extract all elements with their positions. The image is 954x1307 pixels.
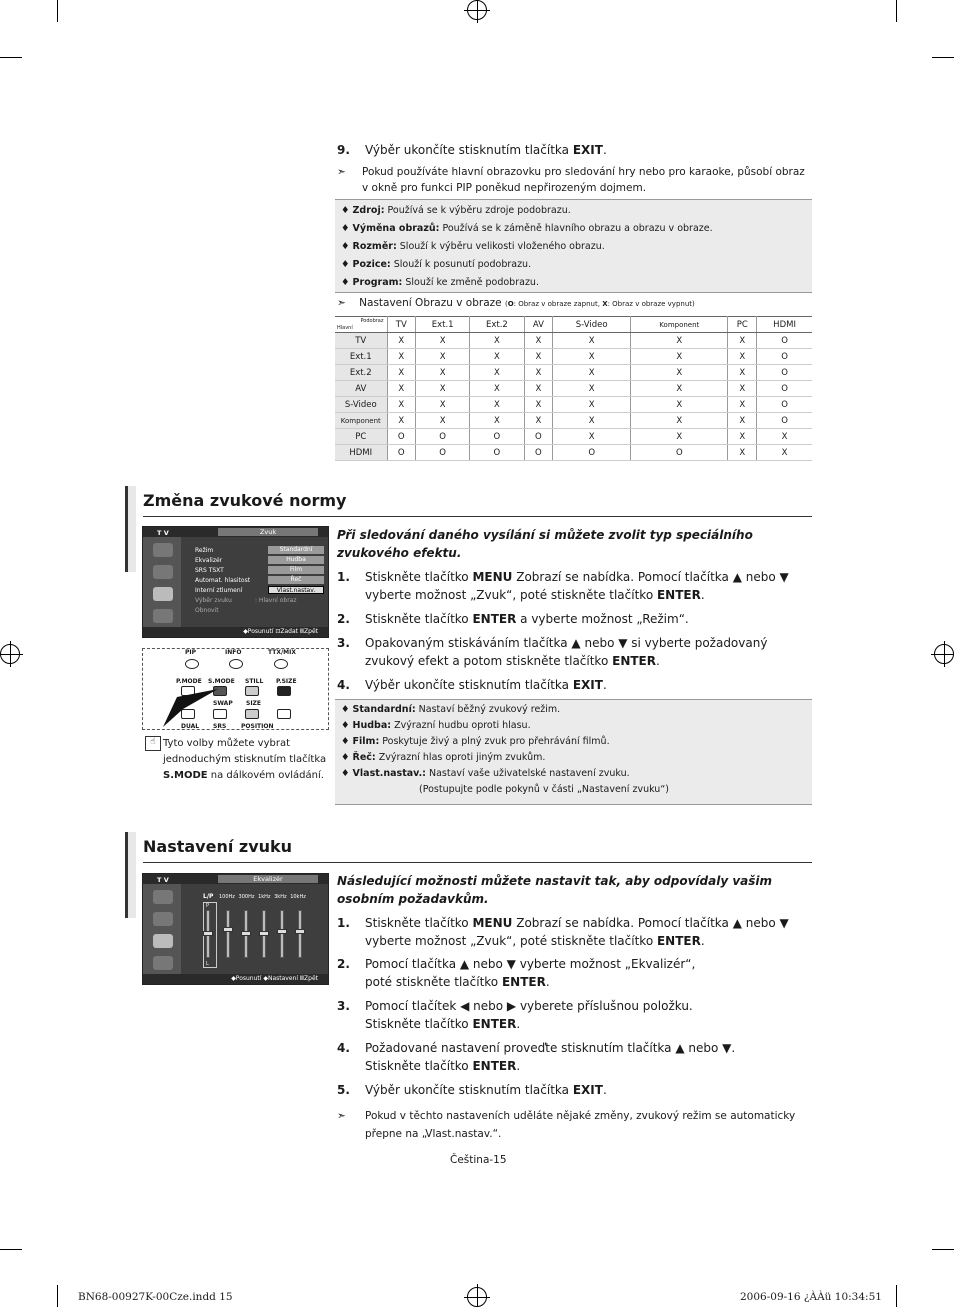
table-cell: X <box>728 349 757 365</box>
crop-mark <box>932 1249 954 1250</box>
table-cell: Ext.1 <box>416 317 470 333</box>
table-cell: X <box>553 397 631 413</box>
note-text: Pokud v těchto nastaveních uděláte nějaké změny, zvukový režim se automaticky přepne na „Vlast.nastav.“. <box>365 1110 796 1140</box>
table-cell: X <box>553 349 631 365</box>
table-cell: X <box>524 381 553 397</box>
table-cell: X <box>387 397 416 413</box>
crop-mark <box>57 1285 58 1307</box>
file-slug: BN68-00927K-00Cze.indd 15 <box>78 1291 233 1303</box>
eq-slider <box>298 910 302 958</box>
channel-icon <box>153 956 173 970</box>
table-cell: O <box>470 445 524 461</box>
table-cell: O <box>757 413 812 429</box>
table-cell: X <box>470 349 524 365</box>
table-row <box>335 445 812 461</box>
section-intro: Při sledování daného vysílání si můžete zvolit typ speciálního zvukového efektu. <box>337 528 753 560</box>
step-text: . <box>602 143 607 157</box>
s2-step-4: 4. Požadované nastavení proveďte stisknutím tlačítka ▲ nebo ▼. Stiskněte tlačítko ENTER. <box>337 1041 736 1073</box>
osd-footer: ◆Posunutí ⊡Zadat ⅢZpět <box>143 627 328 637</box>
sound-modes-box <box>335 699 812 805</box>
table-cell: O <box>416 429 470 445</box>
registration-mark-icon <box>467 0 487 20</box>
table-row <box>335 381 812 397</box>
registration-mark-icon <box>0 644 20 664</box>
crop-mark <box>57 0 58 22</box>
table-cell: X <box>631 365 728 381</box>
pip-item: ♦ Výměna obrazů: Používá se k záměně hlavního obrazu a obrazu v obraze. <box>341 223 713 234</box>
sound-icon <box>153 587 173 601</box>
table-cell: O <box>757 397 812 413</box>
table-cell: O <box>470 429 524 445</box>
mode-item: ♦ Řeč: Zvýrazní hlas oproti jiným zvukům. <box>341 752 546 763</box>
eq-slider <box>244 910 248 958</box>
section-intro: Následující možnosti můžete nastavit tak, aby odpovídaly vašim osobním požadavkům. <box>337 874 772 906</box>
table-cell: Ext.2 <box>470 317 524 333</box>
table-row <box>335 397 812 413</box>
table-corner: Podobraz Hlavní <box>335 317 387 333</box>
remote-button <box>277 709 291 719</box>
mode-item: ♦ Standardní: Nastaví běžný zvukový režim. <box>341 704 561 715</box>
table-cell: O <box>524 445 553 461</box>
table-cell: X <box>387 413 416 429</box>
mode-tail: (Postupujte podle pokynů v části „Nastavení zvuku“) <box>419 784 669 795</box>
remote-button <box>245 709 259 719</box>
table-row <box>335 333 812 349</box>
osd-footer: ◆Posunutí ◆Nastavení ⅢZpět <box>143 974 328 984</box>
table-cell: X <box>470 381 524 397</box>
s1-step-1: 1. Stiskněte tlačítko MENU Zobrazí se nabídka. Pomocí tlačítka ▲ nebo ▼ vyberte možnost „Zvuk“, poté stiskněte tlačítko ENTER. <box>337 570 789 602</box>
osd-sidebar <box>143 537 181 627</box>
channel-icon <box>153 609 173 623</box>
section-rule <box>143 862 812 863</box>
table-cell: X <box>524 333 553 349</box>
eq-slider <box>280 910 284 958</box>
remote-button <box>229 659 243 669</box>
remote-button <box>245 686 259 696</box>
eq-freq-labels: 100Hz 300Hz 1kHz 3kHz 10kHz <box>219 894 306 900</box>
table-cell: X <box>524 349 553 365</box>
remote-button <box>277 686 291 696</box>
s2-step-2: 2. Pomocí tlačítka ▲ nebo ▼ vyberte možnost „Ekvalizér“, poté stiskněte tlačítko ENTER. <box>337 957 696 989</box>
s1-step-4: 4. Výběr ukončíte stisknutím tlačítka EXIT. <box>337 678 607 692</box>
table-cell: O <box>387 429 416 445</box>
table-cell: X <box>631 381 728 397</box>
eq-slider <box>262 910 266 958</box>
mode-item: ♦ Vlast.nastav.: Nastaví vaše uživatelské nastavení zvuku. <box>341 768 630 779</box>
step-number: 9. <box>337 143 350 157</box>
key-name: EXIT <box>572 143 603 157</box>
table-cell: Ext.1 <box>335 349 387 365</box>
table-cell: X <box>728 429 757 445</box>
registration-mark-icon <box>934 644 954 664</box>
note-arrow-icon: ➣ <box>337 297 346 309</box>
pip-item: ♦ Pozice: Slouží k posunutí podobrazu. <box>341 259 532 270</box>
table-cell: X <box>387 349 416 365</box>
table-cell: O <box>553 445 631 461</box>
note <box>337 1107 807 1143</box>
pip-item: ♦ Zdroj: Používá se k výběru zdroje podobrazu. <box>341 205 571 216</box>
osd-sidebar <box>143 884 181 974</box>
table-cell: X <box>728 333 757 349</box>
pip-item: ♦ Program: Slouží ke změně podobrazu. <box>341 277 539 288</box>
table-cell: TV <box>387 317 416 333</box>
table-cell: X <box>631 413 728 429</box>
table-cell: X <box>553 413 631 429</box>
balance-slider: P L <box>203 902 217 968</box>
s1-step-2: 2. Stiskněte tlačítko ENTER a vyberte možnost „Režim“. <box>337 612 689 626</box>
table-cell: X <box>470 333 524 349</box>
crop-mark <box>896 0 897 22</box>
table-caption: ➣ Nastavení Obrazu v obraze (O: Obraz v obraze zapnut, X: Obraz v obraze vypnut) <box>337 297 695 309</box>
table-cell: O <box>387 445 416 461</box>
s2-step-1: 1. Stiskněte tlačítko MENU Zobrazí se nabídka. Pomocí tlačítka ▲ nebo ▼ vyberte možnost „Zvuk“, poté stiskněte tlačítko ENTER. <box>337 916 789 948</box>
table-cell: X <box>728 413 757 429</box>
sound-icon <box>153 934 173 948</box>
table-cell: X <box>416 413 470 429</box>
pointing-hand-icon <box>163 687 223 727</box>
table-cell: O <box>757 381 812 397</box>
table-row <box>335 429 812 445</box>
pip-options-box <box>335 199 812 293</box>
mode-item: ♦ Film: Poskytuje živý a plný zvuk pro přehrávání filmů. <box>341 736 610 747</box>
table-row <box>335 349 812 365</box>
table-cell: Komponent <box>631 317 728 333</box>
table-cell: PC <box>728 317 757 333</box>
table-cell: S-Video <box>335 397 387 413</box>
table-cell: X <box>387 381 416 397</box>
table-cell: X <box>728 381 757 397</box>
table-cell: X <box>553 429 631 445</box>
registration-mark-icon <box>467 1287 487 1307</box>
eq-slider <box>206 910 210 958</box>
table-cell: X <box>416 365 470 381</box>
crop-mark <box>932 57 954 58</box>
tv-icon <box>153 543 173 557</box>
note-arrow-icon: ➣ <box>337 166 346 178</box>
table-cell: X <box>470 397 524 413</box>
table-cell: X <box>757 445 812 461</box>
table-cell: S-Video <box>553 317 631 333</box>
page-number: Čeština-15 <box>450 1154 507 1166</box>
table-cell: PC <box>335 429 387 445</box>
remote-button <box>185 659 199 669</box>
table-cell: O <box>631 445 728 461</box>
table-cell: X <box>470 413 524 429</box>
table-cell: O <box>757 333 812 349</box>
remote-tip: Tyto volby můžete vybrat jednoduchým stisknutím tlačítka S.MODE na dálkovém ovládání. <box>163 738 327 781</box>
section-bar <box>125 832 136 918</box>
table-cell: HDMI <box>757 317 812 333</box>
table-cell: O <box>524 429 553 445</box>
hand-tip-icon: ☝ <box>145 736 161 751</box>
remote-control-illustration: PIP INFO TTX/MIX P.MODE S.MODE STILL P.SIZE SWAP SIZE DUAL SRS POSITION <box>142 648 329 730</box>
table-cell: Komponent <box>335 413 387 429</box>
table-cell: X <box>387 365 416 381</box>
table-cell: Ext.2 <box>335 365 387 381</box>
pip-item: ♦ Rozměr: Slouží k výběru velikosti vloženého obrazu. <box>341 241 605 252</box>
step-9 <box>337 141 817 159</box>
table-cell: X <box>470 365 524 381</box>
picture-icon <box>153 912 173 926</box>
s1-step-3: 3. Opakovaným stiskáváním tlačítka ▲ nebo ▼ si vyberte požadovaný zvukový efekt a potom stiskněte tlačítko ENTER. <box>337 636 768 668</box>
table-cell: X <box>416 397 470 413</box>
section-title: Nastavení zvuku <box>143 837 293 856</box>
osd-header: T V Ekvalizér <box>143 874 328 884</box>
table-cell: X <box>524 397 553 413</box>
table-cell: X <box>416 333 470 349</box>
mode-item: ♦ Hudba: Zvýrazní hudbu oproti hlasu. <box>341 720 531 731</box>
sound-menu-screenshot: T V Zvuk Režim Ekvalizér SRS TSXT Automat. hlasitost Interní ztlumení Výběr zvuku Obnovit Standardní Hudba Film Řeč Vlast.nastav. : Hlavní obraz ◆Posunutí ⊡Zadat ⅢZpět <box>142 526 329 638</box>
table-cell: HDMI <box>335 445 387 461</box>
table-cell: O <box>416 445 470 461</box>
note-text: Pokud používáte hlavní obrazovku pro sledování hry nebo pro karaoke, působí obraz v okně pro funkci PIP poněkud nepřirozeným dojmem. <box>362 166 805 194</box>
table-cell: X <box>631 349 728 365</box>
table-cell: AV <box>335 381 387 397</box>
step-text: Výběr ukončíte stisknutím tlačítka <box>365 143 573 157</box>
table-cell: X <box>728 445 757 461</box>
tv-icon <box>153 890 173 904</box>
table-cell: X <box>416 349 470 365</box>
pip-compatibility-table <box>335 316 812 461</box>
note <box>337 164 807 196</box>
table-cell: X <box>553 365 631 381</box>
table-row <box>335 365 812 381</box>
equalizer-screenshot: T V Ekvalizér L/P 100Hz 300Hz 1kHz 3kHz 10kHz P L ◆Posunutí ◆Nastavení ⅢZpět <box>142 873 329 985</box>
table-cell: X <box>757 429 812 445</box>
table-cell: TV <box>335 333 387 349</box>
table-cell: O <box>757 349 812 365</box>
table-cell: X <box>524 365 553 381</box>
table-row <box>335 413 812 429</box>
crop-mark <box>896 1285 897 1307</box>
table-cell: X <box>553 333 631 349</box>
section-title: Změna zvukové normy <box>143 491 347 510</box>
s2-step-3: 3. Pomocí tlačítek ◀ nebo ▶ vyberete příslušnou položku. Stiskněte tlačítko ENTER. <box>337 999 693 1031</box>
table-header-row <box>335 317 812 333</box>
table-cell: X <box>631 429 728 445</box>
table-cell: X <box>631 397 728 413</box>
table-cell: O <box>757 365 812 381</box>
table-cell: X <box>387 333 416 349</box>
section-rule <box>143 516 812 517</box>
table-cell: X <box>631 333 728 349</box>
table-cell: X <box>524 413 553 429</box>
picture-icon <box>153 565 173 579</box>
crop-mark <box>0 1249 22 1250</box>
eq-slider <box>226 910 230 958</box>
crop-mark <box>0 57 22 58</box>
table-cell: AV <box>524 317 553 333</box>
print-date: 2006-09-16 ¿ÀÀü 10:34:51 <box>740 1291 882 1303</box>
osd-header: T V Zvuk <box>143 527 328 537</box>
section-bar <box>125 486 136 572</box>
table-cell: X <box>728 365 757 381</box>
note-arrow-icon: ➣ <box>337 1110 346 1122</box>
table-cell: X <box>553 381 631 397</box>
table-cell: X <box>728 397 757 413</box>
s2-step-5: 5. Výběr ukončíte stisknutím tlačítka EXIT. <box>337 1083 607 1097</box>
remote-button <box>274 659 288 669</box>
table-cell: X <box>416 381 470 397</box>
